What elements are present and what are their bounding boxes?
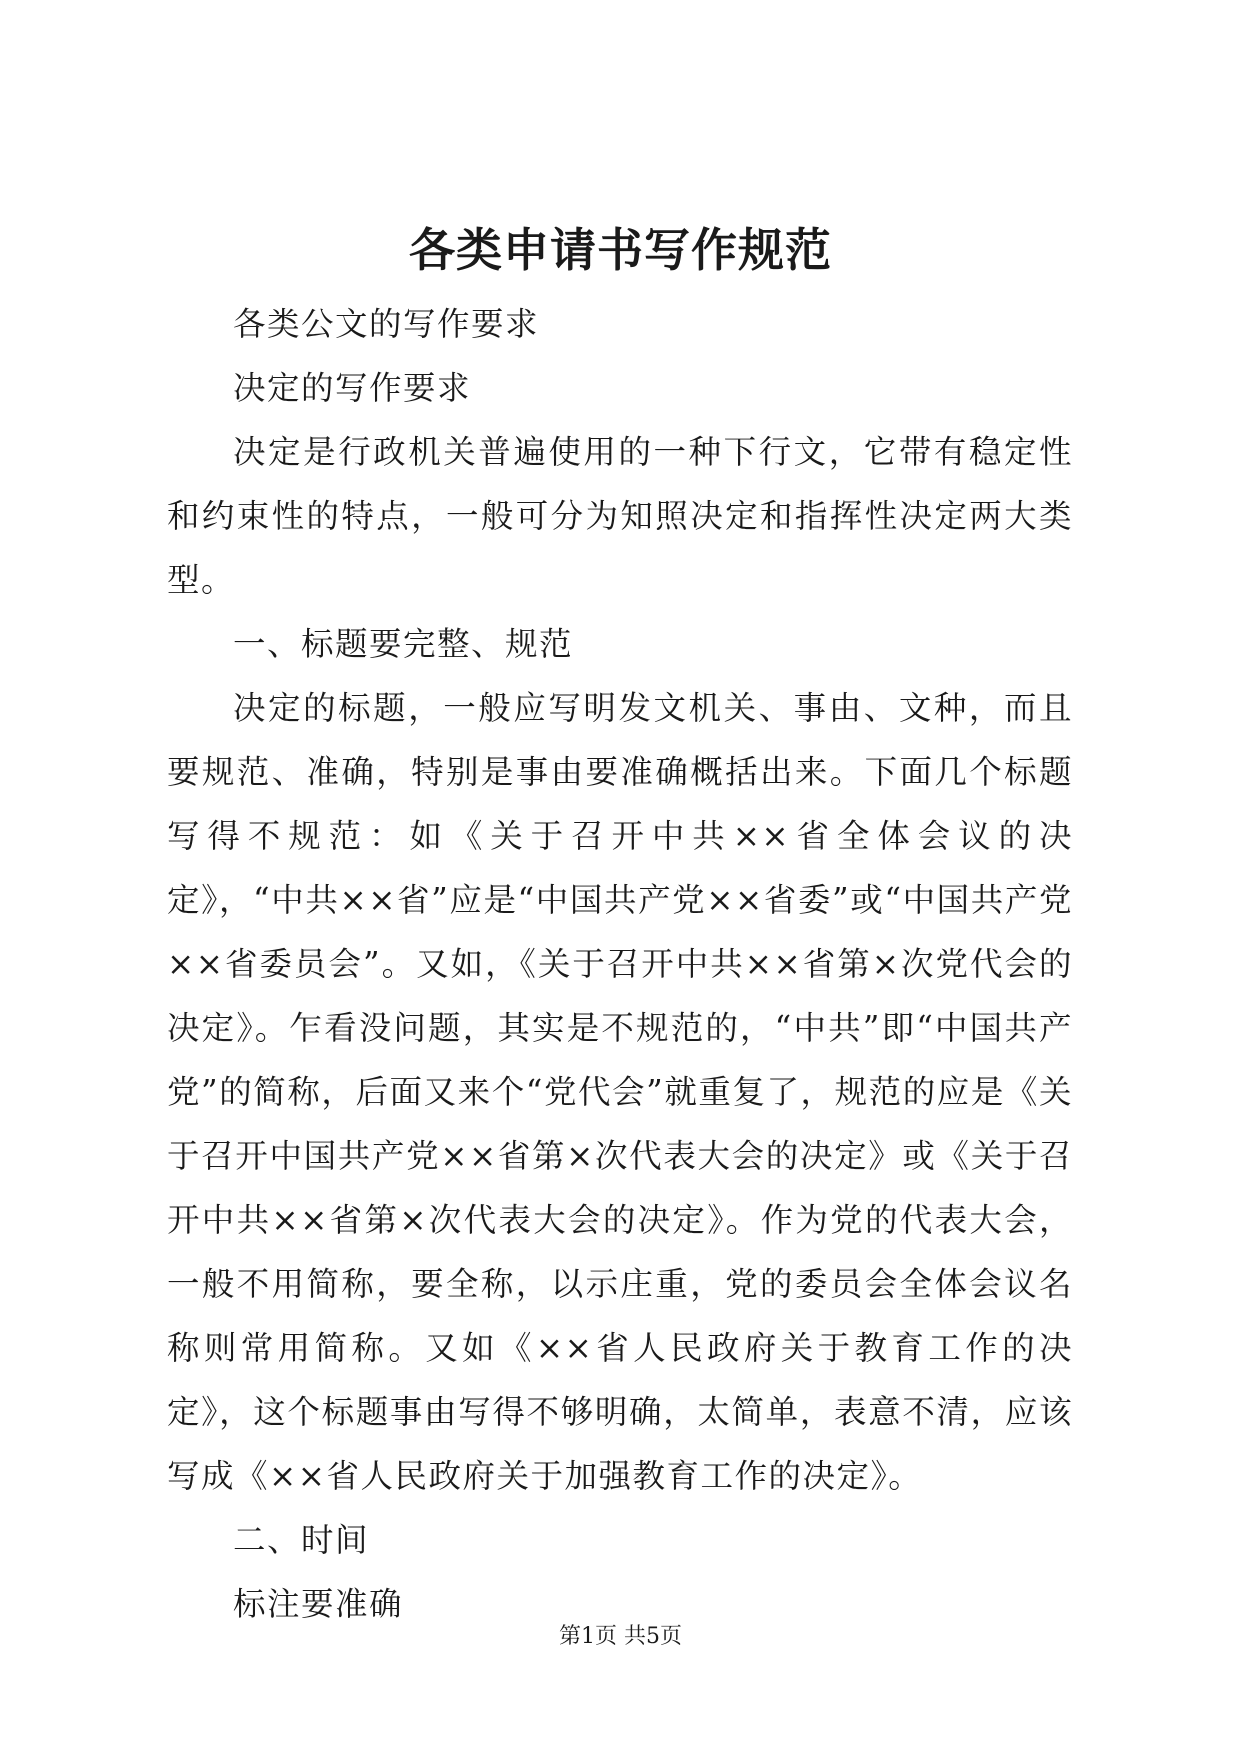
document-title: 各类申请书写作规范 bbox=[409, 223, 832, 277]
section-heading-title: 一、标题要完整、规范 bbox=[233, 625, 574, 663]
paragraph-heading: 各类公文的写作要求 bbox=[233, 305, 540, 343]
paragraph-subheading: 决定的写作要求 bbox=[233, 369, 472, 407]
paragraph-title-rules: 决定的标题，一般应写明发文机关、事由、文种，而且要规范、准确，特别是事由要准确概括出来。下面几个标题写得不规范：如《关于召开中共××省全体会议的决定》，“中共××省”应是“中国共产党××省委”或“中国共产党××省委员会”。又如，《关于召开中共××省第×次党代会的决定》。乍看没问题，其实是不规范的，“中共”即“中国共产党”的简称，后面又来个“党代会”就重复了，规范的应是《关于召开中国共产党××省第×次代表大会的决定》或《关于召开中共××省第×次代表大会的决定》。作为党的代表大会，一般不用简称，要全称，以示庄重，党的委员会全体会议名称则常用简称。又如《××省人民政府关于教育工作的决定》，这个标题事由写得不够明确，太简单，表意不清，应该写成《××省人民政府关于加强教育工作的决定》。 bbox=[167, 689, 1073, 1495]
page-number-footer: 第1页 共5页 bbox=[559, 1624, 682, 1649]
paragraph-intro: 决定是行政机关普遍使用的一种下行文，它带有稳定性和约束性的特点，一般可分为知照决定和指挥性决定两大类型。 bbox=[167, 433, 1073, 599]
paragraph-time-note: 标注要准确 bbox=[233, 1585, 404, 1623]
document-body bbox=[167, 292, 1073, 1636]
section-heading-time: 二、时间 bbox=[233, 1521, 370, 1559]
